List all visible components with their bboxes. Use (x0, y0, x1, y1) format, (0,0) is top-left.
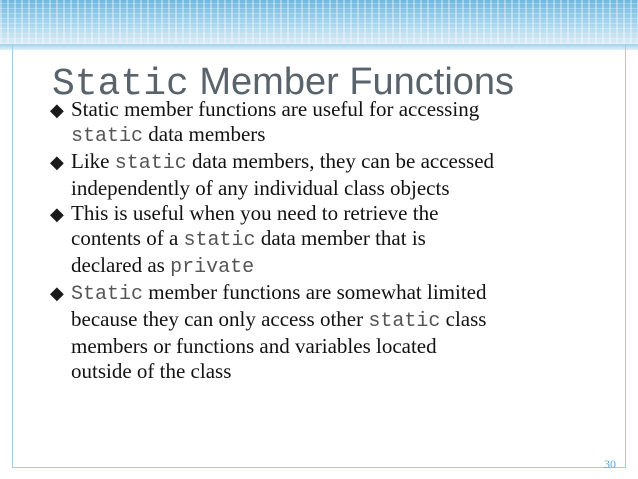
page-number: 30 (604, 457, 616, 471)
bullet-4-text-d: class (440, 307, 487, 331)
bullet-item (50, 280, 610, 384)
bullet-1-line-2: data members (143, 122, 266, 146)
header-rule (0, 44, 638, 50)
bullet-2-text-b: data members, they can be accessed (186, 149, 495, 173)
bullet-item (50, 149, 610, 201)
bullet-4-line-3: members or functions and variables located (71, 334, 437, 358)
bullet-4-line-4: outside of the class (71, 359, 232, 383)
bullet-4-text-b: member functions are somewhat limited (143, 280, 487, 304)
title-rest: Member Functions (199, 61, 515, 103)
bullet-marker-icon: ◆ (50, 100, 64, 120)
bullet-1-line-1: Static member functions are useful for accessing (71, 97, 480, 121)
bullet-marker-icon: ◆ (50, 204, 64, 224)
frame-bottom-line (12, 467, 626, 468)
bullet-3-text-a: contents of a (71, 226, 184, 250)
bullet-3-text-c: declared as (71, 253, 171, 277)
bullet-3-text-b: data member that is (255, 226, 426, 250)
header-band (0, 0, 638, 44)
title-code: Static (52, 63, 189, 106)
bullet-2-code: static (114, 152, 187, 175)
bullet-1-code: static (71, 125, 144, 148)
bullet-2-text-a: Like (71, 149, 115, 173)
bullet-marker-icon: ◆ (50, 152, 64, 172)
bullet-3-code: static (183, 229, 256, 252)
bullet-list (50, 97, 610, 384)
bullet-3-code-private: private (170, 256, 255, 279)
bullet-4-code: Static (71, 283, 144, 306)
bullet-4-text-c: because they can only access other (71, 307, 369, 331)
frame-right-line (625, 44, 626, 468)
bullet-item (50, 201, 610, 280)
bullet-marker-icon: ◆ (50, 283, 64, 303)
bullet-2-line-2: independently of any individual class objects (71, 176, 450, 200)
bullet-4-code-2: static (368, 310, 441, 333)
bullet-item (50, 97, 610, 149)
frame-left-line (12, 44, 13, 468)
bullet-3-line-1: This is useful when you need to retrieve the (71, 201, 439, 225)
